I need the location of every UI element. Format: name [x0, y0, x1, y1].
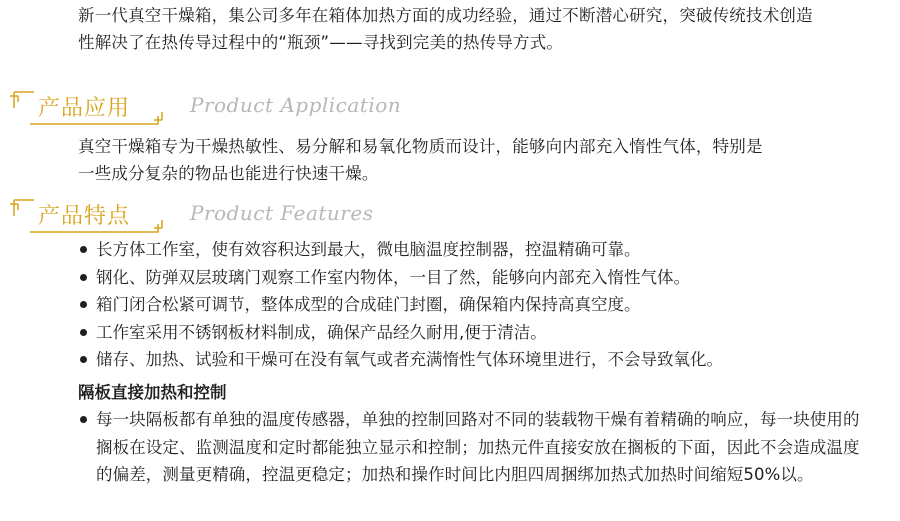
features-subheading: 隔板直接加热和控制 [78, 383, 227, 402]
application-title-cn: 产品应用 [38, 96, 131, 121]
features-list [78, 236, 858, 374]
bullet-icon [80, 246, 87, 253]
list-item [78, 406, 868, 489]
list-item: 长方体工作室，使有效容积达到最大，微电脑温度控制器，控温精确可靠。 [78, 236, 858, 264]
section-header-features [8, 196, 608, 236]
bullet-icon [80, 416, 87, 423]
features-title-en: Product Features [190, 201, 374, 225]
intro-paragraph: 新一代真空干燥箱，集公司多年在箱体加热方面的成功经验，通过不断潜心研究，突破传统技术创造性解决了在热传导过程中的“瓶颈”——寻找到完美的热传导方式。 [78, 6, 813, 52]
features-title-cn: 产品特点 [38, 204, 131, 229]
bullet-icon [80, 301, 87, 308]
bullet-icon [80, 274, 87, 281]
application-paragraph: 真空干燥箱专为干燥热敏性、易分解和易氧化物质而设计，能够向内部充入惰性气体，特别是一些成分复杂的物品也能进行快速干燥。 [78, 137, 763, 183]
list-item: 工作室采用不锈钢板材料制成，确保产品经久耐用,便于清洁。 [78, 319, 858, 347]
list-item: 箱门闭合松紧可调节，整体成型的合成硅门封圈，确保箱内保持高真空度。 [78, 291, 858, 319]
bullet-icon [80, 356, 87, 363]
list-item: 储存、加热、试验和干燥可在没有氧气或者充满惰性气体环境里进行，不会导致氧化。 [78, 346, 858, 374]
list-item: 钢化、防弹双层玻璃门观察工作室内物体，一目了然，能够向内部充入惰性气体。 [78, 264, 858, 292]
section-header-application [8, 88, 608, 128]
bullet-icon [80, 329, 87, 336]
features-detail-text: 每一块隔板都有单独的温度传感器，单独的控制回路对不同的装载物干燥有着精确的响应，每一块使用的搁板在设定、监测温度和定时都能独立显示和控制；加热元件直接安放在搁板的下面，因此不会造成温度的偏差，测量更精确，控温更稳定；加热和操作时间比内胆四周捆绑加热式加热时间缩短50%以。 [96, 410, 860, 484]
application-title-en: Product Application [190, 93, 402, 117]
